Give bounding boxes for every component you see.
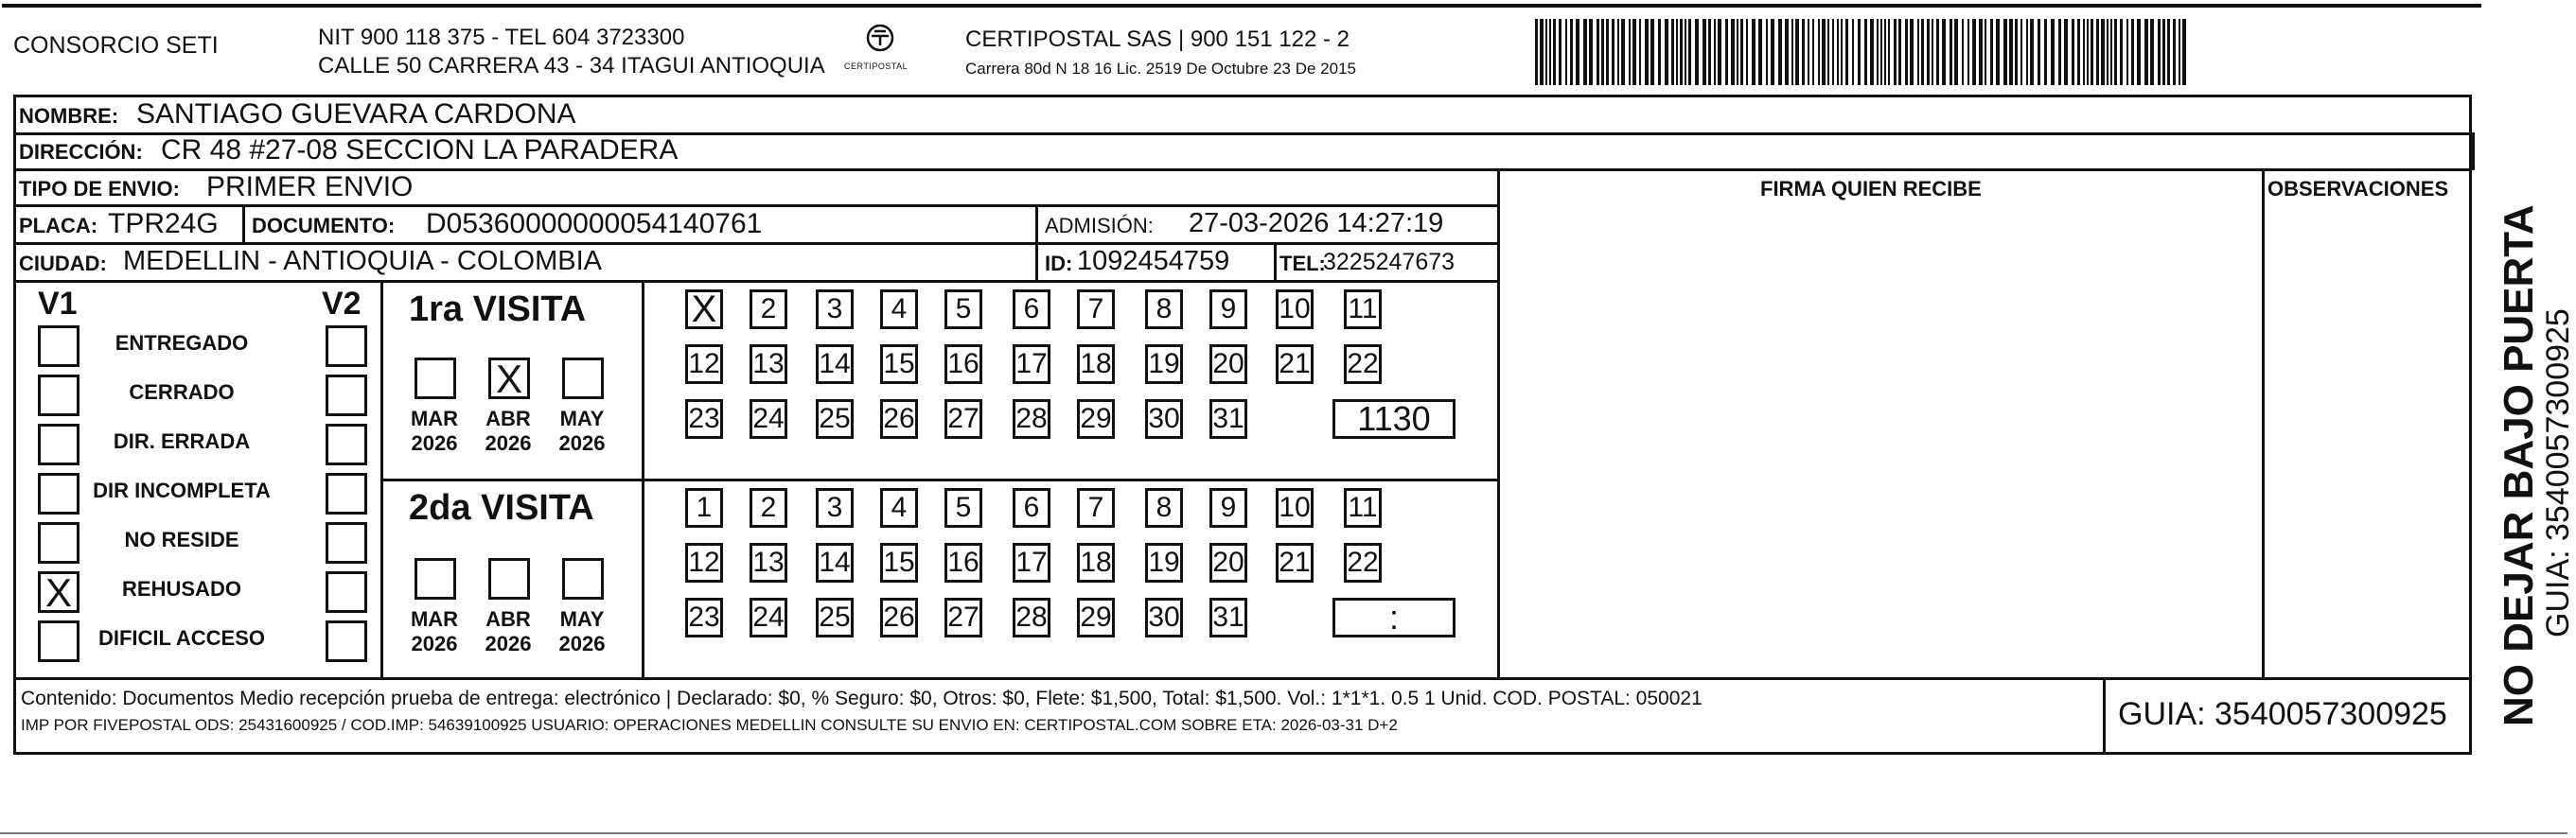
barcode-bar <box>1791 19 1793 85</box>
day-box[interactable]: X <box>685 289 723 329</box>
barcode-bar <box>2015 19 2018 85</box>
barcode-bar <box>1785 19 1789 85</box>
day-box[interactable]: 3 <box>816 289 854 329</box>
status-checkbox-v2[interactable] <box>326 473 367 515</box>
contenido-line: Contenido: Documentos Medio recepción prueba de entrega: electrónico | Declarado: $0, % Seguro: $0, Otros: $0, Flete: $1,500, Total: $1,500. Vol.: 1*1*1. 0.5 1 Unid. COD. POSTAL: 050021 <box>21 688 1703 709</box>
day-box[interactable]: 10 <box>1276 488 1314 528</box>
col-line <box>242 204 245 242</box>
day-box[interactable]: 20 <box>1209 344 1247 384</box>
ciudad-value: MEDELLIN - ANTIOQUIA - COLOMBIA <box>123 246 602 276</box>
barcode-bar <box>1877 19 1879 85</box>
barcode-bar <box>2077 19 2080 85</box>
barcode-bar <box>1841 19 1843 85</box>
day-box[interactable]: 18 <box>1077 344 1115 384</box>
second-visit-label: 2da VISITA <box>409 488 594 528</box>
barcode-bar <box>2158 19 2161 85</box>
day-box[interactable]: 5 <box>944 289 982 329</box>
barcode-bar <box>1535 19 1538 85</box>
status-label: DIR. ERRADA <box>113 429 251 453</box>
day-box[interactable]: 31 <box>1209 598 1247 637</box>
barcode-bar <box>1884 19 1886 85</box>
barcode-bar <box>1802 19 1805 85</box>
barcode-bar <box>1725 19 1728 85</box>
barcode-bar <box>1688 19 1691 85</box>
barcode-bar <box>2167 19 2170 85</box>
barcode-bar <box>2179 19 2180 85</box>
barcode-bar <box>1822 19 1826 85</box>
day-box[interactable]: 21 <box>1276 543 1314 583</box>
barcode-bar <box>1703 19 1706 85</box>
barcode-bar <box>1612 19 1614 85</box>
barcode-bar <box>1601 19 1604 85</box>
day-box[interactable]: 17 <box>1013 543 1050 583</box>
tel-value: 3225247673 <box>1323 249 1456 275</box>
day-box[interactable]: 12 <box>685 543 723 583</box>
time-box[interactable]: 1130 <box>1332 399 1456 439</box>
day-box[interactable]: 28 <box>1013 598 1050 637</box>
barcode-bar <box>1818 19 1820 85</box>
status-checkbox-v2[interactable] <box>326 620 367 662</box>
observaciones-label: OBSERVACIONES <box>2267 177 2449 201</box>
status-label: NO RESIDE <box>124 528 239 551</box>
barcode-bar <box>1827 19 1829 85</box>
barcode-bar <box>1549 19 1551 85</box>
certipostal-license: Carrera 80d N 18 16 Lic. 2519 De Octubre 23 De 2015 <box>965 60 1356 78</box>
day-box[interactable]: 12 <box>685 344 723 384</box>
v2-label: V2 <box>322 286 362 322</box>
barcode-bar <box>2131 19 2134 85</box>
status-checkbox-v2[interactable] <box>326 424 367 465</box>
day-box[interactable]: 16 <box>944 543 982 583</box>
month-checkbox[interactable] <box>415 558 456 600</box>
direccion-value: CR 48 #27-08 SECCION LA PARADERA <box>161 134 679 166</box>
barcode-bar <box>1985 19 1986 85</box>
barcode-bar <box>1894 19 1897 85</box>
certipostal-line: CERTIPOSTAL SAS | 900 151 122 - 2 <box>965 26 1350 52</box>
barcode-bar <box>1864 19 1867 85</box>
barcode-bar <box>2107 19 2108 85</box>
placa-label: PLACA: <box>19 214 98 237</box>
month-label: MAY 2026 <box>558 407 606 456</box>
barcode-bar <box>1870 19 1874 85</box>
status-checkbox-v2[interactable] <box>326 522 367 564</box>
status-checkbox-v2[interactable] <box>326 375 367 416</box>
col-line <box>1497 168 1500 679</box>
day-box[interactable]: 29 <box>1077 399 1115 439</box>
tipo-value: PRIMER ENVIO <box>206 171 414 202</box>
barcode-bar <box>1880 19 1882 85</box>
barcode-bar <box>1917 19 1919 85</box>
day-box[interactable]: 3 <box>816 488 854 528</box>
day-box[interactable]: 8 <box>1145 488 1183 528</box>
barcode-bar <box>1545 19 1547 85</box>
barcode-bar <box>1845 19 1848 85</box>
barcode-bar <box>2096 19 2099 85</box>
barcode-bar <box>1714 19 1716 85</box>
time-box[interactable]: : <box>1332 598 1456 637</box>
day-box[interactable]: 9 <box>1209 488 1247 528</box>
nit-line: NIT 900 118 375 - TEL 604 3723300 <box>318 25 685 50</box>
month-label: MAR 2026 <box>410 407 459 456</box>
admision-label: ADMISIÓN: <box>1045 214 1154 237</box>
barcode-bar <box>1927 19 1930 85</box>
barcode-bar <box>1996 19 2000 85</box>
barcode-bar <box>1812 19 1814 85</box>
day-box[interactable]: 14 <box>816 344 854 384</box>
barcode-bar <box>1570 19 1573 85</box>
day-box[interactable]: 15 <box>880 543 918 583</box>
status-checkbox-v2[interactable] <box>326 571 367 613</box>
status-label: DIR INCOMPLETA <box>93 479 271 502</box>
barcode-bar <box>1778 19 1782 85</box>
day-box[interactable]: 4 <box>880 289 918 329</box>
day-box[interactable]: 29 <box>1077 598 1115 637</box>
barcode-bar <box>1752 19 1756 85</box>
tel-label: TEL: <box>1279 252 1326 275</box>
barcode-bar <box>1685 19 1686 85</box>
barcode-bar <box>1832 19 1834 85</box>
day-box[interactable]: 7 <box>1077 289 1115 329</box>
barcode-bar <box>1905 19 1908 85</box>
barcode-bar <box>1650 19 1654 85</box>
barcode-graphic <box>1535 19 2197 85</box>
month-label: MAY 2026 <box>558 607 606 656</box>
day-box[interactable]: 22 <box>1344 543 1382 583</box>
day-box[interactable]: 4 <box>880 488 918 528</box>
day-box[interactable]: 19 <box>1145 344 1183 384</box>
barcode-bar <box>1858 19 1861 85</box>
day-box[interactable]: 8 <box>1145 289 1183 329</box>
barcode-bar <box>1540 19 1544 85</box>
side-warning: NO DEJAR BAJO PUERTA <box>2496 204 2542 726</box>
day-box[interactable]: 28 <box>1013 399 1050 439</box>
day-box[interactable]: 21 <box>1276 344 1314 384</box>
barcode-bar <box>1898 19 1901 85</box>
barcode-bar <box>1676 19 1678 85</box>
day-box[interactable]: 15 <box>880 344 918 384</box>
barcode-bar <box>2101 19 2105 85</box>
day-box[interactable]: 26 <box>880 399 918 439</box>
col-line <box>2472 132 2475 170</box>
barcode-bar <box>1589 19 1593 85</box>
bottom-rule <box>0 832 2567 834</box>
barcode-bar <box>1718 19 1721 85</box>
barcode-bar <box>1621 19 1625 85</box>
barcode-bar <box>1746 19 1748 85</box>
documento-value: D05360000000054140761 <box>426 208 763 239</box>
col-line <box>2262 168 2265 679</box>
barcode-bar <box>1559 19 1561 85</box>
barcode-bar <box>1731 19 1735 85</box>
barcode-bar <box>1629 19 1631 85</box>
barcode-bar <box>2003 19 2007 85</box>
status-label: REHUSADO <box>122 577 241 601</box>
barcode-bar <box>1967 19 1969 85</box>
barcode-bar <box>2030 19 2034 85</box>
barcode-bar <box>1583 19 1587 85</box>
status-label: CERRADO <box>129 380 235 404</box>
barcode-bar <box>2120 19 2123 85</box>
barcode-bar <box>1962 19 1964 85</box>
barcode-bar <box>2162 19 2165 85</box>
day-box[interactable]: 18 <box>1077 543 1115 583</box>
address-line: CALLE 50 CARRERA 43 - 34 ITAGUI ANTIOQUIA <box>318 53 825 79</box>
status-checkbox-v2[interactable] <box>326 325 367 367</box>
day-box[interactable]: 24 <box>750 598 787 637</box>
barcode <box>1535 19 2197 85</box>
day-box[interactable]: 30 <box>1145 598 1183 637</box>
barcode-bar <box>2126 19 2128 85</box>
logo-text: CERTIPOSTAL <box>844 61 909 71</box>
visit-divider-h <box>380 479 1497 481</box>
check-mark: X <box>44 570 72 615</box>
admision-value: 27-03-2026 14:27:19 <box>1189 208 1444 238</box>
barcode-bar <box>1921 19 1924 85</box>
barcode-bar <box>1632 19 1636 85</box>
barcode-bar <box>1766 19 1768 85</box>
barcode-bar <box>1680 19 1683 85</box>
col-line <box>2103 677 2106 755</box>
nombre-label: NOMBRE: <box>19 104 119 128</box>
barcode-bar <box>2044 19 2047 85</box>
day-box[interactable]: 26 <box>880 598 918 637</box>
barcode-bar <box>1771 19 1774 85</box>
barcode-bar <box>2026 19 2028 85</box>
day-box[interactable]: 25 <box>816 598 854 637</box>
day-box[interactable]: 16 <box>944 344 982 384</box>
barcode-bar <box>1658 19 1661 85</box>
month-checkbox[interactable] <box>562 558 604 600</box>
barcode-bar <box>1639 19 1641 85</box>
barcode-bar <box>1932 19 1933 85</box>
barcode-bar <box>1910 19 1914 85</box>
barcode-bar <box>1665 19 1668 85</box>
day-box[interactable]: 6 <box>1013 488 1050 528</box>
barcode-bar <box>1553 19 1556 85</box>
day-box[interactable]: 10 <box>1276 289 1314 329</box>
day-box[interactable]: 25 <box>816 399 854 439</box>
barcode-bar <box>2051 19 2055 85</box>
barcode-bar <box>1979 19 1983 85</box>
day-box[interactable]: 11 <box>1344 488 1382 528</box>
month-checkbox[interactable] <box>488 558 530 600</box>
status-label: ENTREGADO <box>115 331 249 355</box>
month-label: ABR 2026 <box>485 407 532 456</box>
barcode-bar <box>1606 19 1609 85</box>
barcode-bar <box>1708 19 1711 85</box>
row-line <box>13 204 1499 207</box>
day-box[interactable]: 17 <box>1013 344 1050 384</box>
barcode-bar <box>2137 19 2141 85</box>
barcode-bar <box>1597 19 1599 85</box>
day-box[interactable]: 19 <box>1145 543 1183 583</box>
top-rule <box>2 4 2481 8</box>
id-value: 1092454759 <box>1077 246 1230 276</box>
day-box[interactable]: 7 <box>1077 488 1115 528</box>
barcode-bar <box>2038 19 2040 85</box>
barcode-bar <box>2058 19 2061 85</box>
day-box[interactable]: 13 <box>750 543 787 583</box>
barcode-bar <box>2087 19 2089 85</box>
barcode-bar <box>1936 19 1939 85</box>
day-box[interactable]: 30 <box>1145 399 1183 439</box>
day-box[interactable]: 9 <box>1209 289 1247 329</box>
barcode-bar <box>1737 19 1738 85</box>
month-label: ABR 2026 <box>485 607 532 656</box>
day-box[interactable]: 14 <box>816 543 854 583</box>
day-box[interactable]: 24 <box>750 399 787 439</box>
barcode-bar <box>1972 19 1976 85</box>
day-box[interactable]: 2 <box>750 289 787 329</box>
day-box[interactable]: 23 <box>685 399 723 439</box>
barcode-bar <box>2173 19 2176 85</box>
day-box[interactable]: 11 <box>1344 289 1382 329</box>
barcode-bar <box>1576 19 1579 85</box>
barcode-bar <box>2144 19 2148 85</box>
day-box[interactable]: 1 <box>685 488 723 528</box>
row-line <box>13 242 1499 245</box>
month-checkbox[interactable] <box>488 358 530 399</box>
barcode-bar <box>2091 19 2093 85</box>
barcode-bar <box>1942 19 1946 85</box>
barcode-bar <box>1837 19 1839 85</box>
barcode-bar <box>1671 19 1674 85</box>
day-box[interactable]: 23 <box>685 598 723 637</box>
day-box[interactable]: 20 <box>1209 543 1247 583</box>
barcode-bar <box>2072 19 2074 85</box>
barcode-bar <box>2182 19 2186 85</box>
direccion-label: DIRECCIÓN: <box>19 140 143 164</box>
day-box[interactable]: 31 <box>1209 399 1247 439</box>
barcode-bar <box>2110 19 2112 85</box>
barcode-bar <box>2150 19 2154 85</box>
side-guia: GUIA: 3540057300925 <box>2540 308 2576 637</box>
barcode-bar <box>2009 19 2013 85</box>
day-box[interactable]: 13 <box>750 344 787 384</box>
footer-guia: GUIA: 3540057300925 <box>2118 696 2447 732</box>
company-name: CONSORCIO SETI <box>13 32 219 59</box>
barcode-bar <box>2020 19 2022 85</box>
day-box[interactable]: 5 <box>944 488 982 528</box>
barcode-bar <box>1565 19 1567 85</box>
day-box[interactable]: 6 <box>1013 289 1050 329</box>
day-box[interactable]: 22 <box>1344 344 1382 384</box>
barcode-bar <box>2064 19 2068 85</box>
v1-label: V1 <box>38 286 78 322</box>
barcode-bar <box>1950 19 1952 85</box>
placa-value: TPR24G <box>108 208 219 239</box>
barcode-bar <box>1808 19 1809 85</box>
barcode-bar <box>1990 19 1993 85</box>
barcode-bar <box>1695 19 1699 85</box>
firma-label: FIRMA QUIEN RECIBE <box>1760 177 1982 201</box>
barcode-bar <box>1888 19 1890 85</box>
month-label: MAR 2026 <box>410 607 459 656</box>
barcode-bar <box>1954 19 1958 85</box>
barcode-bar <box>1617 19 1619 85</box>
day-box[interactable]: 27 <box>944 598 982 637</box>
row-line <box>13 280 1499 283</box>
first-visit-label: 1ra VISITA <box>409 289 587 329</box>
month-checkbox[interactable] <box>562 358 604 399</box>
barcode-bar <box>1852 19 1854 85</box>
barcode-bar <box>2114 19 2117 85</box>
barcode-bar <box>1795 19 1799 85</box>
col-line <box>1035 204 1038 280</box>
certipostal-logo <box>842 23 918 78</box>
barcode-bar <box>2083 19 2085 85</box>
day-box[interactable]: 2 <box>750 488 787 528</box>
imp-line: IMP POR FIVEPOSTAL ODS: 25431600925 / COD.IMP: 54639100925 USUARIO: OPERACIONES MEDELLIN CONSULTE SU ENVIO EN: CERTIPOSTAL.COM SOBRE ETA: 2026-03-31 D+2 <box>21 716 1398 734</box>
tipo-label: TIPO DE ENVIO: <box>19 177 180 201</box>
id-label: ID: <box>1045 252 1073 275</box>
barcode-bar <box>1758 19 1762 85</box>
status-label: DIFICIL ACCESO <box>97 626 265 650</box>
barcode-bar <box>1740 19 1743 85</box>
day-box[interactable]: 27 <box>944 399 982 439</box>
month-checkbox[interactable] <box>415 358 456 399</box>
barcode-bar <box>1645 19 1649 85</box>
ciudad-label: CIUDAD: <box>19 252 107 275</box>
documento-label: DOCUMENTO: <box>252 214 396 237</box>
col-line <box>1274 242 1277 280</box>
nombre-value: SANTIAGO GUEVARA CARDONA <box>136 98 576 130</box>
check-mark: X <box>495 357 522 401</box>
